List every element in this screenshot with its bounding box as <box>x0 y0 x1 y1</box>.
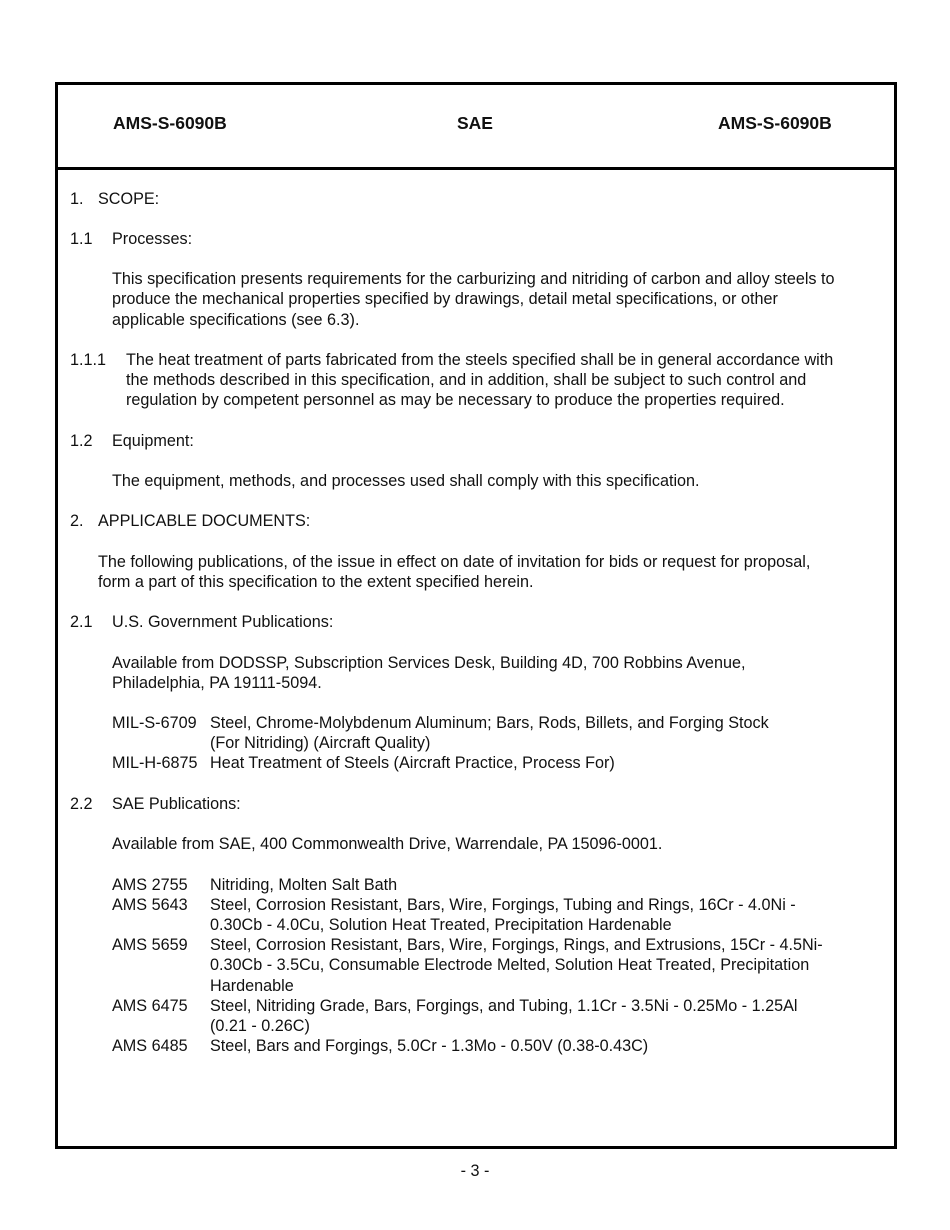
section-1-1-text: This specification presents requirements for the carburizing and nitriding of carbon and alloy steels to <box>112 270 835 288</box>
reference-title: Nitriding, Molten Salt Bath <box>210 876 398 894</box>
reference-title: Steel, Corrosion Resistant, Bars, Wire, Forgings, Rings, and Extrusions, 15Cr - 4.5Ni- <box>210 936 823 954</box>
section-2-1-text: Available from DODSSP, Subscription Services Desk, Building 4D, 700 Robbins Avenue, <box>112 654 746 672</box>
section-1-1-number: 1.1 <box>70 230 93 248</box>
section-1-1-1-text: the methods described in this specification, and in addition, shall be subject to such control and <box>126 371 807 389</box>
header-doc-id-left: AMS-S-6090B <box>113 113 227 133</box>
reference-title: Hardenable <box>210 977 294 995</box>
section-2-2-number: 2.2 <box>70 795 93 813</box>
reference-title: (0.21 - 0.26C) <box>210 1017 310 1035</box>
reference-code: AMS 2755 <box>112 876 188 894</box>
reference-code: AMS 5643 <box>112 896 188 914</box>
section-2-text: The following publications, of the issue in effect on date of invitation for bids or request for proposal, <box>98 553 811 571</box>
reference-code: AMS 6475 <box>112 997 188 1015</box>
section-1-1-1-text: regulation by competent personnel as may be necessary to produce the properties required. <box>126 391 785 409</box>
header-doc-id-right: AMS-S-6090B <box>718 113 832 133</box>
section-1-1-text: produce the mechanical properties specified by drawings, detail metal specifications, or other <box>112 290 778 308</box>
reference-title: Steel, Nitriding Grade, Bars, Forgings, and Tubing, 1.1Cr - 3.5Ni - 0.25Mo - 1.25Al <box>210 997 798 1015</box>
reference-code: MIL-S-6709 <box>112 714 197 732</box>
section-1-2-text: The equipment, methods, and processes used shall comply with this specification. <box>112 472 700 490</box>
section-2-2-title: SAE Publications: <box>112 795 241 813</box>
section-2-1-text: Philadelphia, PA 19111-5094. <box>112 674 322 692</box>
section-1-1-1-number: 1.1.1 <box>70 351 107 369</box>
section-2-1-title: U.S. Government Publications: <box>112 613 334 631</box>
section-1-1-1-text: The heat treatment of parts fabricated from the steels specified shall be in general accordance with <box>126 351 834 369</box>
section-2-text: form a part of this specification to the extent specified herein. <box>98 573 534 591</box>
reference-code: AMS 6485 <box>112 1037 188 1055</box>
reference-title: Steel, Bars and Forgings, 5.0Cr - 1.3Mo - 0.50V (0.38-0.43C) <box>210 1037 649 1055</box>
section-1-1-title: Processes: <box>112 230 193 248</box>
reference-title: 0.30Cb - 4.0Cu, Solution Heat Treated, Precipitation Hardenable <box>210 916 672 934</box>
reference-title: Heat Treatment of Steels (Aircraft Practice, Process For) <box>210 754 615 772</box>
page-number: - 3 - <box>460 1162 490 1180</box>
section-1-2-number: 1.2 <box>70 432 93 450</box>
reference-title: 0.30Cb - 3.5Cu, Consumable Electrode Melted, Solution Heat Treated, Precipitation <box>210 956 810 974</box>
reference-code: MIL-H-6875 <box>112 754 198 772</box>
section-2-2-text: Available from SAE, 400 Commonwealth Drive, Warrendale, PA 15096-0001. <box>112 835 663 853</box>
section-1-1-text: applicable specifications (see 6.3). <box>112 311 360 329</box>
section-2-title: APPLICABLE DOCUMENTS: <box>98 512 311 530</box>
document-header <box>58 85 894 170</box>
reference-title: Steel, Corrosion Resistant, Bars, Wire, Forgings, Tubing and Rings, 16Cr - 4.0Ni - <box>210 896 796 914</box>
section-1-2-title: Equipment: <box>112 432 194 450</box>
reference-title: Steel, Chrome-Molybdenum Aluminum; Bars, Rods, Billets, and Forging Stock <box>210 714 769 732</box>
reference-title: (For Nitriding) (Aircraft Quality) <box>210 734 431 752</box>
section-1-title: SCOPE: <box>98 190 160 208</box>
section-1-number: 1. <box>70 190 84 208</box>
section-2-number: 2. <box>70 512 84 530</box>
section-2-1-number: 2.1 <box>70 613 93 631</box>
reference-code: AMS 5659 <box>112 936 188 954</box>
header-organization: SAE <box>457 113 493 133</box>
